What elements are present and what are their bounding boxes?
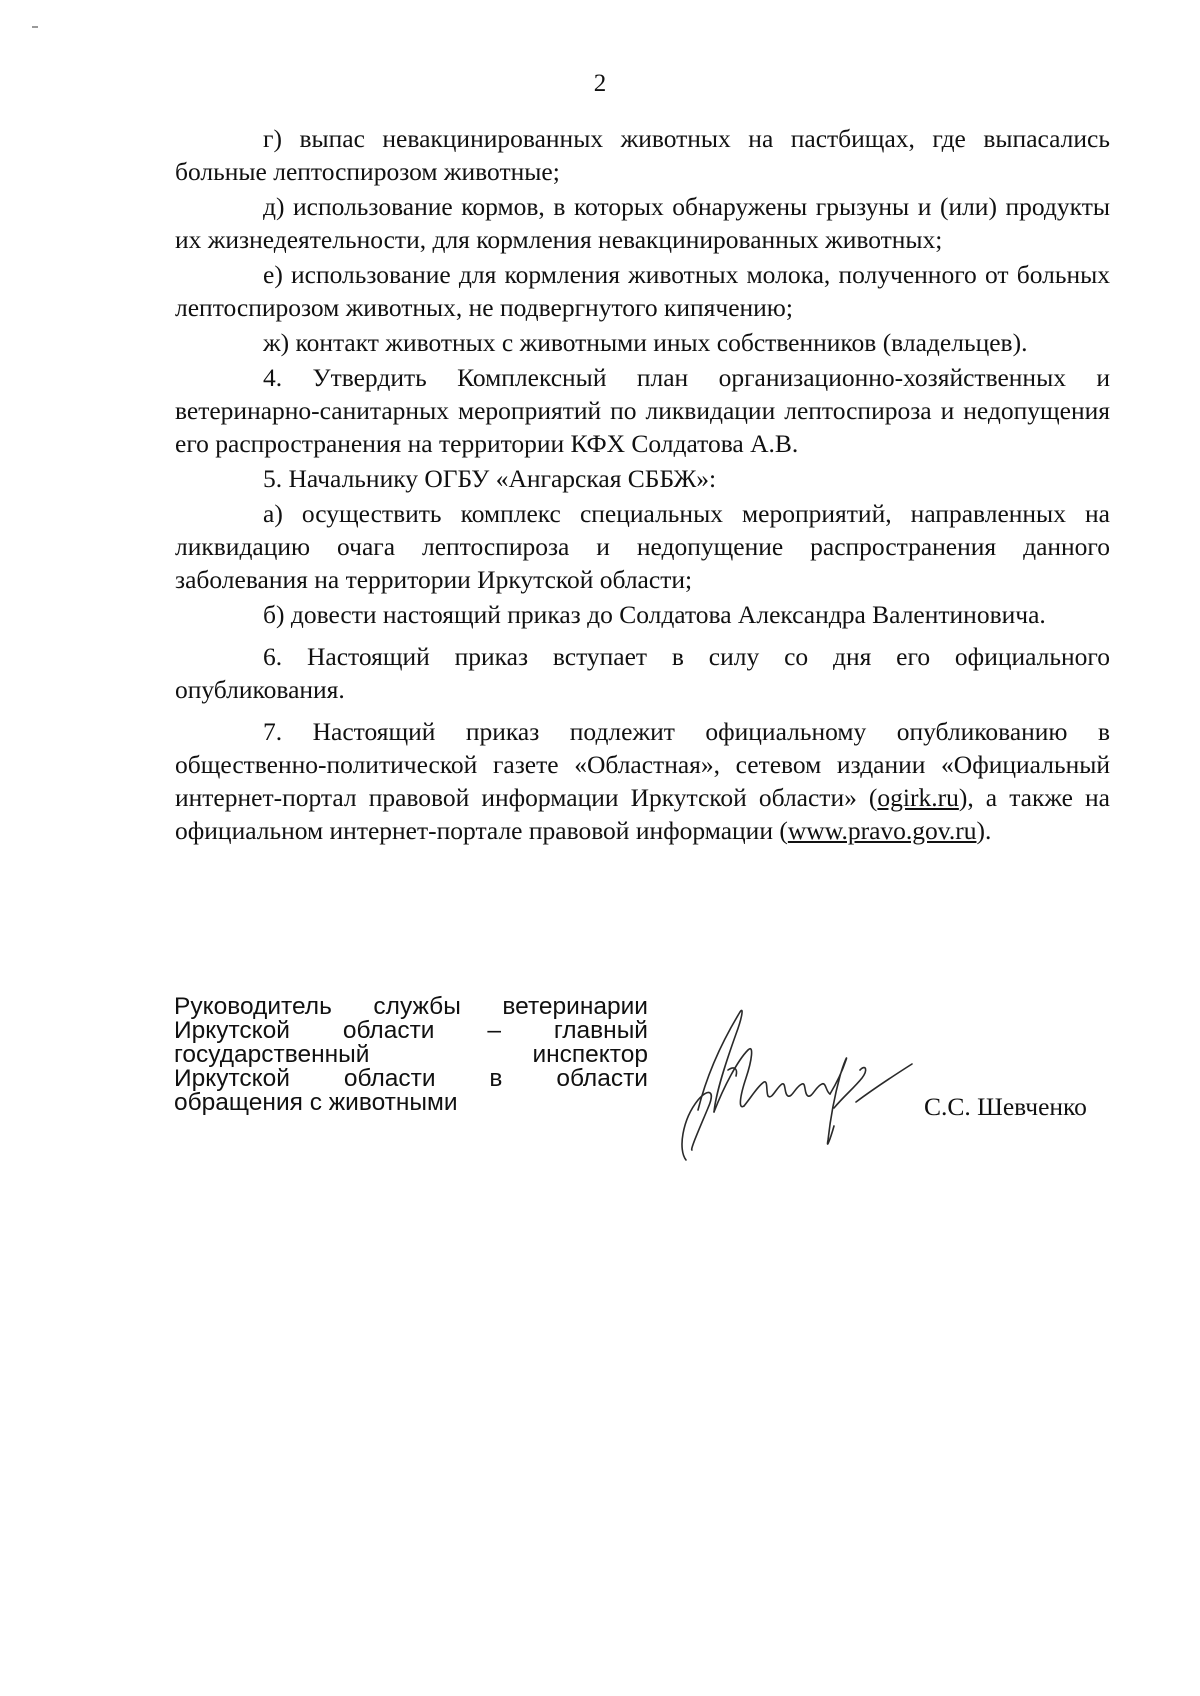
signer-name: С.С. Шевченко: [924, 1092, 1087, 1121]
paragraph-item-g: г) выпас невакцинированных животных на пастбищах, где выпасались больные лептоспирозом животные;: [175, 124, 1110, 186]
page-number: 2: [593, 70, 607, 97]
signer-title-line: обращения с животными: [174, 1089, 458, 1116]
clause-7-text-end: ).: [976, 816, 992, 845]
document-body: [175, 122, 1110, 847]
paragraph-clause-5a: а) осуществить комплекс специальных мероприятий, направленных на ликвидацию очага лептоспироза и недопущение распространения данного заболевания на территории Иркутской области;: [175, 499, 1110, 594]
link-pravo-gov[interactable]: www.pravo.gov.ru: [787, 816, 977, 845]
signer-title-line: Иркутской области – главный: [174, 1017, 648, 1044]
signer-title-line: Иркутской области в области: [174, 1065, 648, 1092]
signer-title-line: Руководитель службы ветеринарии: [174, 993, 648, 1020]
paragraph-clause-6: 6. Настоящий приказ вступает в силу со дня его официального опубликования.: [175, 642, 1110, 704]
scan-artifact-mark: [32, 26, 38, 28]
clause-7-text-middle: ), а также на официальном интернет-портале правовой информации (: [175, 783, 1110, 845]
signer-title-block: [174, 995, 648, 1115]
paragraph-clause-4: 4. Утвердить Комплексный план организационно-хозяйственных и ветеринарно-санитарных мероприятий по ликвидации лептоспироза и недопущения его распространения на территории КФХ Солдатова А.В.: [175, 363, 1110, 458]
link-ogirk[interactable]: ogirk.ru: [877, 783, 959, 812]
handwritten-signature-icon: [668, 1000, 918, 1170]
paragraph-clause-5: 5. Начальнику ОГБУ «Ангарская СББЖ»:: [263, 464, 717, 493]
paragraph-clause-5b: б) довести настоящий приказ до Солдатова Александра Валентиновича.: [263, 600, 1046, 629]
clause-7-text-start: 7. Настоящий приказ подлежит официальному опубликованию в общественно-политической газете «Областная», сетевом издании «Официальный интернет-портал правовой информации Иркутской области» (: [175, 717, 1110, 812]
paragraph-item-d: д) использование кормов, в которых обнаружены грызуны и (или) продукты их жизнедеятельности, для кормления невакцинированных животных;: [175, 192, 1110, 254]
paragraph-clause-7: [175, 715, 1110, 847]
signer-title-line: государственный инспектор: [174, 1041, 648, 1068]
paragraph-item-zh: ж) контакт животных с животными иных собственников (владельцев).: [263, 328, 1028, 357]
paragraph-item-e: е) использование для кормления животных молока, полученного от больных лептоспирозом животных, не подвергнутого кипячению;: [175, 260, 1110, 322]
